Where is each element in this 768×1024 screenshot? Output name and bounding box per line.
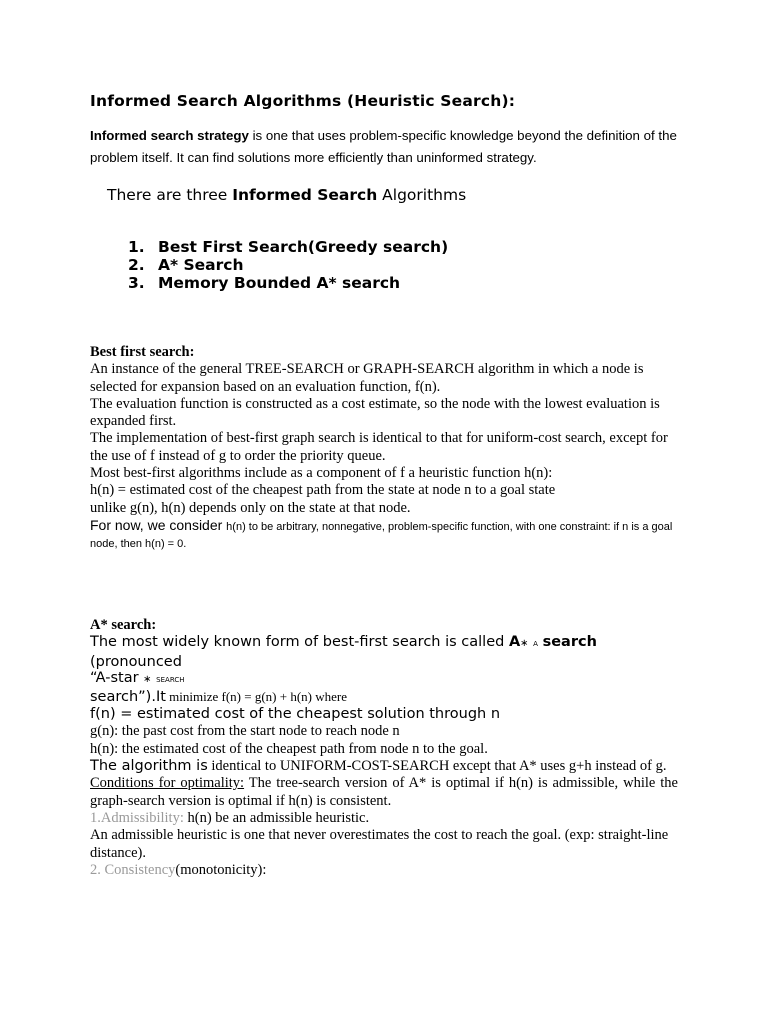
text-span: “A-star [90,669,144,686]
list-label: A* Search [158,256,244,274]
intro-text: is one that uses problem-specific knowledge beyond the definition of the problem itself. It can find solutions more efficiently than uninformed strategy. [90,128,677,165]
lead-text: For now, we consider [90,516,227,533]
paragraph [90,688,678,706]
text-span: The tree-search version of A* is optimal if h(n) is admissible, while the graph-search version is optimal if h(n) is consistent. [90,775,678,809]
paragraph [90,517,678,553]
list-number: 2. [128,256,145,274]
grey-text: 2. Consistency [90,861,176,878]
text-span: (monotonicity): [175,861,267,878]
grey-text: 1.Admissibility: [90,809,184,826]
paragraph [90,671,678,688]
text-span: search”).It [90,688,166,705]
paragraph: Most best-first algorithms include as a component of f a heuristic function h(n): [90,465,553,482]
three-pre: There are three [107,186,233,204]
text-span: SEARCH [156,675,185,684]
paragraph: f(n) = estimated cost of the cheapest solution through n [90,706,501,723]
three-algorithms-line [107,186,695,204]
paragraph: h(n): the estimated cost of the cheapest path from node n to the goal. [90,740,488,757]
paragraph: An admissible heuristic is one that never overestimates the cost to reach the goal. (exp: straight-line distance). [90,827,669,861]
section-title: A* search: [90,617,157,633]
list-item [128,256,716,274]
paragraph [90,634,678,671]
paragraph: An instance of the general TREE-SEARCH or GRAPH-SEARCH algorithm in which a node is selected for expansion based on an evaluation function, f(n). [90,361,644,395]
text-span: A [533,640,538,649]
paragraph [90,810,678,827]
text-span: (pronounced [90,653,182,670]
text-span: The algorithm is [90,758,208,775]
list-number: 1. [128,238,145,256]
small-text: h(n) to be arbitrary, nonnegative, problem-specific function, with one constraint: if n is a goal node, then h(n) = 0. [90,520,673,551]
star-glyph: ∗ [143,673,152,685]
paragraph: The evaluation function is constructed as a cost estimate, so the node with the lowest evaluation is expanded first. [90,395,660,430]
paragraph [90,758,678,775]
underlined-text: Conditions for optimality: [90,775,245,792]
list-number: 3. [128,274,145,292]
algorithm-list [128,238,716,292]
list-label: Memory Bounded A* search [158,274,401,292]
text-span: h(n) be an admissible heuristic. [183,809,370,826]
paragraph: g(n): the past cost from the start node to reach node n [90,723,400,740]
paragraph [90,775,678,810]
star-glyph: ∗ [520,638,529,650]
list-label: Best First Search(Greedy search) [158,238,449,256]
text-span: identical to UNIFORM-COST-SEARCH except that A* uses g+h instead of g. [207,758,667,775]
section-title: Best first search: [90,344,195,360]
intro-term: Informed search strategy [90,128,249,143]
text-span: minimize f(n) = g(n) + h(n) where [165,688,347,704]
text-span: The most widely known form of best-first search is called [90,634,509,651]
paragraph: h(n) = estimated cost of the cheapest path from the state at node n to a goal state [90,482,556,499]
best-first-section [90,344,678,553]
paragraph: The implementation of best-first graph search is identical to that for uniform-cost search, except for the use of f instead of g to order the priority queue. [90,430,668,464]
paragraph [90,862,678,879]
astar-section [90,617,678,879]
intro-paragraph [90,125,678,169]
page-heading: Informed Search Algorithms (Heuristic Search): [90,92,516,110]
paragraph: unlike g(n), h(n) depends only on the state at that node. [90,499,411,516]
three-post: Algorithms [377,186,467,204]
text-span: A [508,634,521,651]
text-span: search [542,634,597,651]
list-item [128,274,716,292]
list-item [128,238,716,256]
three-bold: Informed Search [232,186,378,204]
